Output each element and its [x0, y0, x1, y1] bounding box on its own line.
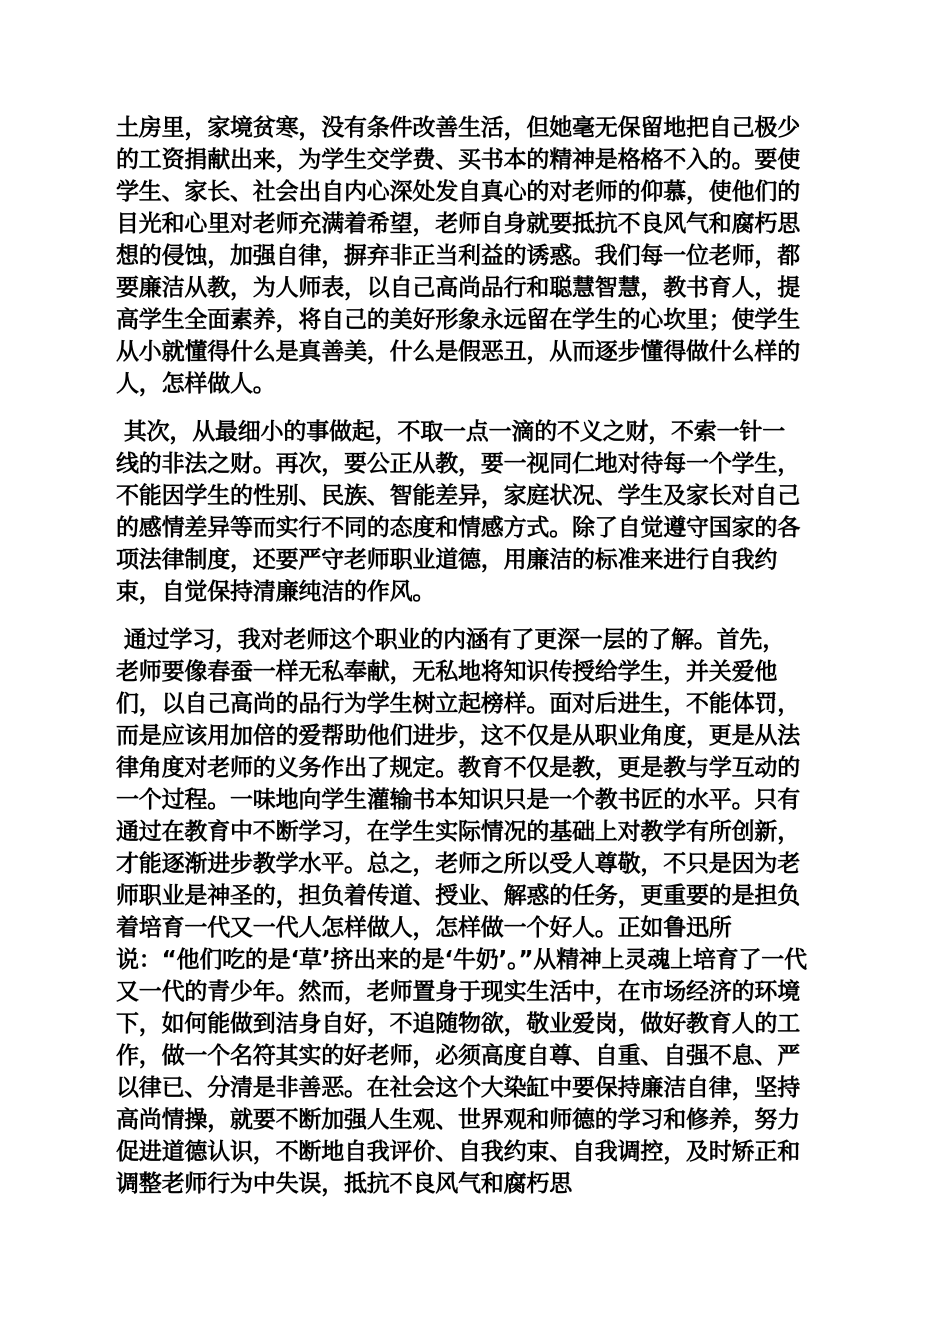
- text-line: 想的侵蚀，加强自律，摒弃非正当利益的诱惑。我们每一位老师，都: [116, 243, 801, 269]
- text-line: 而是应该用加倍的爱帮助他们进步，这不仅是从职业角度，更是从法: [116, 723, 801, 749]
- text-line: 目光和心里对老师充满着希望，老师自身就要抵抗不良风气和腐朽思: [116, 211, 801, 237]
- text-line: 通过学习，我对老师这个职业的内涵有了更深一层的了解。首先，: [116, 627, 786, 653]
- text-line: 师职业是神圣的，担负着传道、授业、解惑的任务，更重要的是担负: [116, 883, 801, 909]
- paragraph-3: [116, 624, 838, 1200]
- text-line: 促进道德认识，不断地自我评价、自我约束、自我调控，及时矫正和: [116, 1139, 801, 1165]
- text-line: 调整老师行为中失误，抵抗不良风气和腐朽思: [116, 1171, 573, 1197]
- text-line: 其次，从最细小的事做起，不取一点一滴的不义之财，不索一针一: [116, 419, 786, 445]
- paragraph-2: [116, 416, 838, 608]
- text-line: 高学生全面素养，将自己的美好形象永远留在学生的心坎里；使学生: [116, 307, 801, 333]
- text-line: 一个过程。一味地向学生灌输书本知识只是一个教书匠的水平。只有: [116, 787, 801, 813]
- text-line: 束，自觉保持清廉纯洁的作风。: [116, 579, 436, 605]
- text-line: 律角度对老师的义务作出了规定。教育不仅是教，更是教与学互动的: [116, 755, 801, 781]
- text-line: 从小就懂得什么是真善美，什么是假恶丑，从而逐步懂得做什么样的: [116, 339, 801, 365]
- paragraph-1: [116, 112, 838, 400]
- text-line: 老师要像春蚕一样无私奉献，无私地将知识传授给学生，并关爱他: [116, 659, 778, 685]
- text-line: 说：“他们吃的是‘草’挤出来的是‘牛奶’。”从精神上灵魂上培育了一代: [116, 947, 807, 973]
- text-line: 的感情差异等而实行不同的态度和情感方式。除了自觉遵守国家的各: [116, 515, 801, 541]
- text-line: 才能逐渐进步教学水平。总之，老师之所以受人尊敬，不只是因为老: [116, 851, 801, 877]
- text-line: 人，怎样做人。: [116, 371, 276, 397]
- document-page: [116, 112, 838, 1200]
- text-line: 着培育一代又一代人怎样做人，怎样做一个好人。正如鲁迅所: [116, 915, 732, 941]
- text-line: 又一代的青少年。然而，老师置身于现实生活中，在市场经济的环境: [116, 979, 801, 1005]
- text-line: 学生、家长、社会出自内心深处发自真心的对老师的仰慕，使他们的: [116, 179, 801, 205]
- text-line: 线的非法之财。再次，要公正从教，要一视同仁地对待每一个学生，: [116, 451, 801, 477]
- text-line: 不能因学生的性别、民族、智能差异，家庭状况、学生及家长对自己: [116, 483, 801, 509]
- text-line: 通过在教育中不断学习，在学生实际情况的基础上对教学有所创新，: [116, 819, 801, 845]
- text-line: 项法律制度，还要严守老师职业道德，用廉洁的标准来进行自我约: [116, 547, 778, 573]
- text-line: 下，如何能做到洁身自好，不追随物欲，敬业爱岗，做好教育人的工: [116, 1011, 801, 1037]
- text-line: 作，做一个名符其实的好老师，必须高度自尊、自重、自强不息、严: [116, 1043, 801, 1069]
- text-line: 们，以自己高尚的品行为学生树立起榜样。面对后进生，不能体罚，: [116, 691, 801, 717]
- text-line: 土房里，家境贫寒，没有条件改善生活，但她毫无保留地把自己极少: [116, 115, 801, 141]
- text-line: 要廉洁从教，为人师表，以自己高尚品行和聪慧智慧，教书育人，提: [116, 275, 801, 301]
- text-line: 以律已、分清是非善恶。在社会这个大染缸中要保持廉洁自律，坚持: [116, 1075, 801, 1101]
- text-line: 高尚情操，就要不断加强人生观、世界观和师德的学习和修养，努力: [116, 1107, 801, 1133]
- text-line: 的工资捐献出来，为学生交学费、买书本的精神是格格不入的。要使: [116, 147, 801, 173]
